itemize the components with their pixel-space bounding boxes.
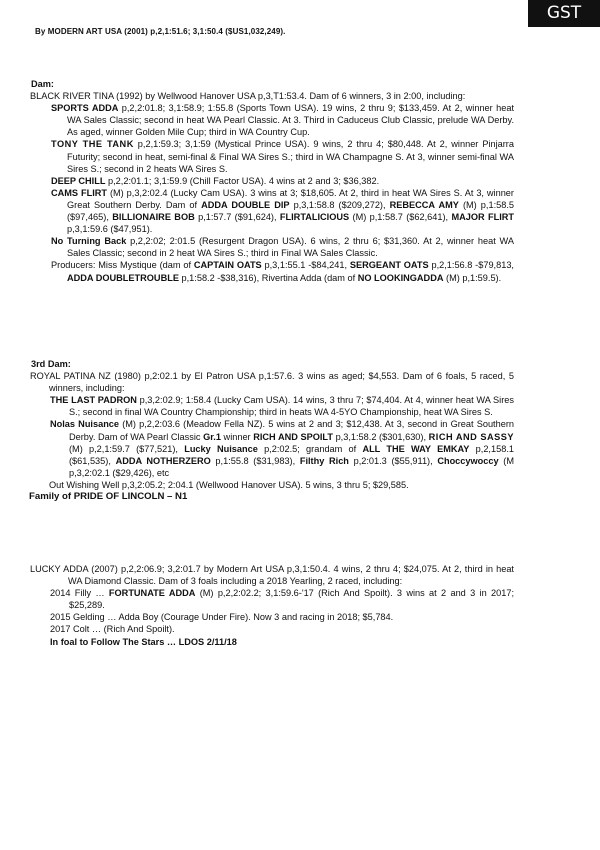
entry-text: p,2,1:59.3; 3,1:59 (Mystical Prince USA). 9 wins, 2 thru 4; $80,448. At 2, winner Pinjarra Futurity; second in heat, semi-final & Final WA Sires S.; third in WA Champagne S. At 3, winner semi-final WA Sires S.; second in 2 heats WA Sires S. xyxy=(67,139,514,174)
horse-name: THE LAST PADRON xyxy=(50,395,137,406)
entry-out-wishing-well: Out Wishing Well p,3,2:05.2; 2:04.1 (Wellwood Hanover USA). 5 wins, 3 thru 5; $29,585. xyxy=(49,479,409,490)
third-dam-title: 3rd Dam: xyxy=(31,359,71,369)
offspring-name: Choccywoccy xyxy=(437,455,499,466)
offspring-name: REBECCA AMY xyxy=(389,199,459,210)
offspring-name: RICH AND SPOILT xyxy=(253,431,333,442)
lucky-adda-intro: LUCKY ADDA (2007) p,2,2:06.9; 3,2:01.7 by Modern Art USA p,3,1:50.4. 4 wins, 2 thru 4; $24,075. At 2, third in heat WA Diamond Classic. Dam of 3 foals including a 2018 Yearling, 2 raced, including: xyxy=(30,564,514,587)
entry-text: p,3,1:58.2 ($301,630), xyxy=(332,431,429,442)
entry-text: p,2,158.1 ($61,535), xyxy=(69,443,514,466)
horse-name: SPORTS ADDA xyxy=(51,103,119,114)
entry-text: (M) p,2,1:59.7 ($77,521), xyxy=(69,443,185,454)
entry-text: Producers: Miss Mystique (dam of xyxy=(51,260,194,271)
entry-text: 2014 Filly … xyxy=(50,588,109,599)
foal-2017: 2017 Colt … (Rich And Spoilt). xyxy=(50,624,175,635)
dam-title: Dam: xyxy=(31,79,54,89)
entry-text: (M) p,1:58.5 ($97,465), xyxy=(67,199,514,223)
horse-name: No Turning Back xyxy=(51,236,127,247)
horse-name: FORTUNATE ADDA xyxy=(108,588,196,599)
third-dam-intro: ROYAL PATINA NZ (1980) p,2:02.1 by El Patron USA p,1:57.6. 3 wins as aged; $4,553. Dam of 6 foals, 5 raced, 5 winners, including: xyxy=(30,371,514,394)
entry-text: p,2,2:02; 2:01.5 (Resurgent Dragon USA). 6 wins, 2 thru 6; $31,360. At 2, winner heat WA Sales Classic; second in 2 heat WA Sires S.; third in Final WA Sales Classic. xyxy=(67,236,514,259)
entry-producers xyxy=(51,259,514,283)
lucky-adda-section xyxy=(31,563,514,648)
offspring-name: ALL THE WAY EMKAY xyxy=(362,443,470,454)
horse-name: CAMS FLIRT xyxy=(51,187,108,198)
offspring-name: RICH AND SASSY xyxy=(428,431,515,442)
entry-text: winner xyxy=(220,431,254,442)
foal-2015: 2015 Gelding … Adda Boy (Courage Under Fire). Now 3 and racing in 2018; $5,784. xyxy=(50,612,394,623)
entry-the-last-padron xyxy=(50,394,514,418)
offspring-name: FLIRTALICIOUS xyxy=(279,212,350,223)
entry-text: p,1:55.8 ($31,983), xyxy=(210,455,300,466)
entry-text: (M) p,1:58.7 ($62,641), xyxy=(349,212,452,223)
gst-badge: GST xyxy=(528,0,600,27)
offspring-name: ADDA NOTHERZERO xyxy=(115,455,211,466)
horse-name: DEEP CHILL xyxy=(51,175,106,186)
entry-text: p,3,1:55.1 -$84,241, xyxy=(261,260,350,271)
entry-tony-the-tank xyxy=(51,138,514,174)
entry-text: p,1:57.7 ($91,624), xyxy=(194,212,280,223)
sire-header: By MODERN ART USA (2001) p,2,1:51.6; 3,1:50.4 ($US1,032,249). xyxy=(35,27,286,36)
entry-text: (M p,3,2:02.1 ($29,426), etc xyxy=(69,455,514,478)
entry-text: (M) p,1:59.5). xyxy=(443,272,502,283)
offspring-name: ADDA DOUBLETROUBLE xyxy=(67,272,179,283)
foal-2014 xyxy=(50,587,514,611)
entry-text: (M) p,2,2:02.2; 3,1:59.6-'17 (Rich And Spoilt). 3 wins at 2 and 3 in 2017; $25,289. xyxy=(69,588,514,611)
entry-no-turning-back xyxy=(51,235,514,259)
dam-section xyxy=(31,78,514,284)
offspring-name: Lucky Nuisance xyxy=(184,443,258,454)
grade-label: Gr.1 xyxy=(203,431,221,442)
entry-deep-chill xyxy=(51,175,514,187)
entry-text: p,3,2:02.9; 1:58.4 (Lucky Cam USA). 14 wins, 3 thru 7; $74,404. At 4, winner heat WA Sires S.; second in final WA Country Championship; third in heats WA 4-5YO Championship, heat WA Sires S. xyxy=(69,395,514,418)
entry-text: p,3,1:58.8 ($209,272), xyxy=(289,199,390,210)
entry-text: p,2,2:01.8; 3,1:58.9; 1:55.8 (Sports Town USA). 19 wins, 2 thru 9; $133,459. At 2, winner heat WA Sales Classic; second in heat WA Pearl Classic. At 3. Third in Caduceus Club Classic, prelude WA Derby. As aged, winner Golden Mile Cup; third in WA Country Cup. xyxy=(67,103,514,138)
in-foal-line: In foal to Follow The Stars … LDOS 2/11/18 xyxy=(50,636,237,647)
entry-text: p,2:02.5; grandam of xyxy=(257,443,363,454)
entry-text: p,1:58.2 -$38,316), Rivertina Adda (dam of xyxy=(178,272,358,283)
entry-text: (M) p,3,2:02.4 (Lucky Cam USA). 3 wins at 3; $18,605. At 2, third in heat WA Sires S. At 3, winner Great Southern Derby. Dam of xyxy=(67,187,514,210)
entry-text: (M) p,2,2:03.6 (Meadow Fella NZ). 5 wins at 2 and 3; $12,438. At 3, second in Great Southern Derby. Dam of WA Pearl Classic xyxy=(69,419,514,442)
offspring-name: SERGEANT OATS xyxy=(349,260,429,271)
entry-text: p,3,1:59.6 ($47,951). xyxy=(67,224,153,235)
entry-text: p,2,2:01.1; 3,1:59.9 (Chill Factor USA). 4 wins at 2 and 3; $36,382. xyxy=(105,175,380,186)
offspring-name: Filthy Rich xyxy=(299,455,349,466)
dam-intro: BLACK RIVER TINA (1992) by Wellwood Hanover USA p,3,T1:53.4. Dam of 6 winners, 3 in 2:00, including: xyxy=(30,91,466,102)
horse-name: Nolas Nuisance xyxy=(50,419,120,430)
entry-text: p,2:01.3 ($55,911), xyxy=(348,455,438,466)
entry-text: p,2,1:56.8 -$79,813, xyxy=(428,260,514,271)
entry-nolas-nuisance xyxy=(50,418,514,478)
horse-name: TONY THE TANK xyxy=(51,139,134,150)
offspring-name: CAPTAIN OATS xyxy=(193,260,262,271)
offspring-name: BILLIONAIRE BOB xyxy=(112,212,195,223)
entry-cams-flirt xyxy=(51,187,514,235)
third-dam-section xyxy=(31,358,514,503)
offspring-name: MAJOR FLIRT xyxy=(451,212,515,223)
family-line: Family of PRIDE OF LINCOLN – N1 xyxy=(29,491,188,503)
offspring-name: ADDA DOUBLE DIP xyxy=(201,199,290,210)
entry-sports-adda xyxy=(51,102,514,138)
offspring-name: NO LOOKINGADDA xyxy=(357,272,444,283)
